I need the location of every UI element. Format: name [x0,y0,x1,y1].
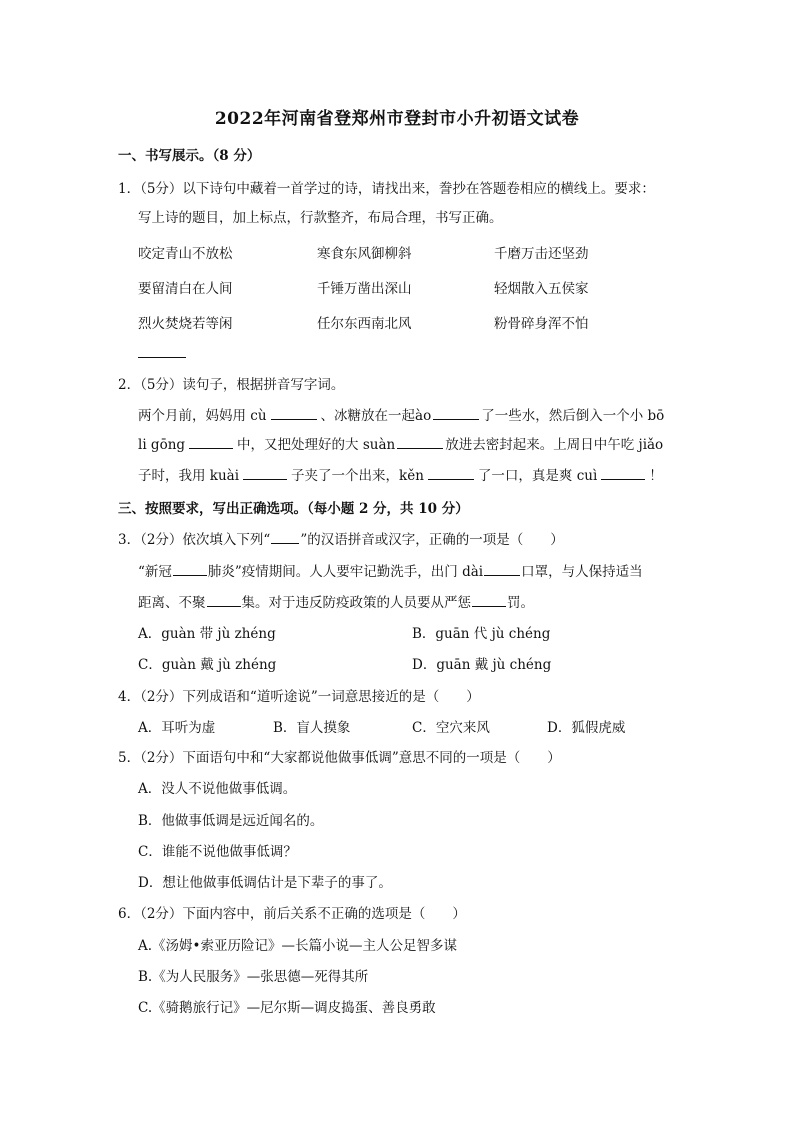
poem-line: 千磨万击还坚劲 [494,246,589,262]
q3-passage-line: 距离、不聚 集。对于违反防疫政策的人员要从严惩 罚。 [138,595,534,611]
page-title: 2022年河南省登郑州市登封市小升初语文试卷 [214,109,580,129]
poem-line: 轻烟散入五侯家 [494,281,589,297]
q2-stem: 2．（5分）读句子，根据拼音写字词。 [118,377,345,393]
q1-stem: 1．（5分）以下诗句中藏着一首学过的诗，请找出来，誊抄在答题卷相应的横线上。要求： [118,181,655,197]
q3-passage-line: “新冠 肺炎”疫情期间。人人要牢记勤洗手，出门 dài 口罩，与人保持适当 [138,564,643,580]
q4-option-b[interactable]: B．盲人摸象 [273,720,351,736]
q2-passage-line: 两个月前，妈妈用 cù 、冰糖放在一起ào 了一些水，然后倒入一个小 bō [138,408,665,424]
q1-stem-cont: 写上诗的题目，加上标点，行款整齐，布局合理，书写正确。 [138,210,503,226]
q5-option-c[interactable]: C．谁能不说他做事低调？ [138,844,297,860]
q5-stem: 5．（2分）下面语句中和“大家都说他做事低调”意思不同的一项是（ ） [118,750,561,766]
answer-blank[interactable] [189,448,233,449]
poem-line: 粉骨碎身浑不怕 [494,316,589,332]
q4-option-a[interactable]: A．耳听为虚 [138,720,216,736]
q3-option-a[interactable]: A．guàn 带 jù zhéng [138,626,276,642]
answer-blank[interactable] [397,448,443,449]
answer-blank[interactable] [484,575,520,576]
q6-option-a[interactable]: A.《汤姆•索亚历险记》—长篇小说—主人公足智多谋 [138,938,458,954]
q3-stem: 3．（2分）依次填入下列“ ”的汉语拼音或汉字，正确的一项是（ ） [118,532,564,548]
answer-blank[interactable] [173,575,207,576]
poem-line: 咬定青山不放松 [138,246,233,262]
q4-stem: 4．（2分）下列成语和“道听途说”一词意思接近的是（ ） [118,689,480,705]
answer-blank[interactable] [601,479,645,480]
q4-option-c[interactable]: C．空穴来风 [412,720,490,736]
q2-passage-line: 子时，我用 kuài 子夹了一个出来，kěn 了一口，真是爽 cuì ！ [138,468,663,484]
answer-blank[interactable] [433,419,479,420]
poem-line: 寒食东风御柳斜 [317,246,412,262]
q3-option-b[interactable]: B．guān 代 jù chéng [412,626,551,642]
q5-option-a[interactable]: A．没人不说他做事低调。 [138,781,297,797]
q3-option-d[interactable]: D．guān 戴 jù chéng [412,657,552,673]
answer-blank[interactable] [243,479,287,480]
answer-blank[interactable] [207,606,241,607]
answer-blank[interactable] [428,479,474,480]
poem-line: 千锤万凿出深山 [317,281,412,297]
q2-passage-line: li gōng 中，又把处理好的大 suàn 放进去密封起来。上周日中午吃 jiǎo [138,437,664,453]
poem-line: 要留清白在人间 [138,281,233,297]
q6-stem: 6．（2分）下面内容中，前后关系不正确的选项是（ ） [118,906,466,922]
answer-blank[interactable] [138,357,186,358]
q5-option-b[interactable]: B．他做事低调是远近闻名的。 [138,813,324,829]
section3-heading: 三、按照要求，写出正确选项。（每小题 2 分，共 10 分） [118,501,469,517]
section1-heading: 一、书写展示。（8 分） [118,148,261,164]
q6-option-b[interactable]: B.《为人民服务》—张思德—死得其所 [138,969,369,985]
answer-blank[interactable] [472,606,506,607]
q4-option-d[interactable]: D．狐假虎威 [547,720,626,736]
poem-line: 任尔东西南北风 [317,316,412,332]
poem-line: 烈火焚烧若等闲 [138,316,233,332]
q6-option-c[interactable]: C.《骑鹅旅行记》—尼尔斯—调皮捣蛋、善良勇敢 [138,1000,436,1016]
q3-option-c[interactable]: C．guàn 戴 jù zhéng [138,657,277,673]
answer-blank[interactable] [271,419,317,420]
q5-option-d[interactable]: D．想让他做事低调估计是下辈子的事了。 [138,875,392,891]
